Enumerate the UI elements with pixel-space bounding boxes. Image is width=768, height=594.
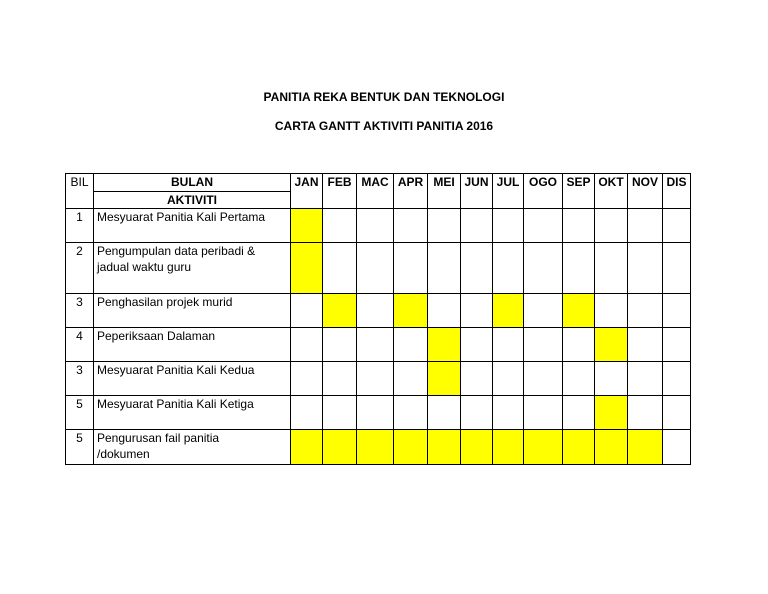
gantt-empty-cell-mei bbox=[428, 209, 461, 243]
gantt-empty-cell-mac bbox=[357, 209, 394, 243]
gantt-empty-cell-ogo bbox=[524, 209, 563, 243]
gantt-empty-cell-apr bbox=[394, 362, 428, 396]
gantt-empty-cell-jul bbox=[493, 209, 524, 243]
activity-name: Penghasilan projek murid bbox=[97, 295, 233, 309]
activity-name: Mesyuarat Panitia Kali Ketiga bbox=[97, 397, 254, 411]
month-header-okt: OKT bbox=[595, 174, 628, 209]
gantt-empty-cell-dis bbox=[663, 430, 691, 465]
bulan-header: BULAN bbox=[94, 174, 291, 192]
gantt-empty-cell-mei bbox=[428, 294, 461, 328]
gantt-empty-cell-apr bbox=[394, 328, 428, 362]
gantt-bar-cell-sep bbox=[563, 294, 595, 328]
gantt-empty-cell-mac bbox=[357, 396, 394, 430]
gantt-empty-cell-jan bbox=[291, 396, 323, 430]
gantt-empty-cell-nov bbox=[628, 209, 663, 243]
gantt-empty-cell-jul bbox=[493, 396, 524, 430]
month-header-apr: APR bbox=[394, 174, 428, 209]
gantt-empty-cell-feb bbox=[323, 396, 357, 430]
gantt-empty-cell-apr bbox=[394, 209, 428, 243]
activity-name: Mesyuarat Panitia Kali Pertama bbox=[97, 210, 266, 224]
month-header-jan: JAN bbox=[291, 174, 323, 209]
gantt-empty-cell-feb bbox=[323, 243, 357, 294]
row-number: 3 bbox=[66, 362, 94, 396]
gantt-empty-cell-jun bbox=[461, 243, 493, 294]
header-row bbox=[66, 174, 691, 192]
gantt-empty-cell-ogo bbox=[524, 396, 563, 430]
gantt-empty-cell-ogo bbox=[524, 243, 563, 294]
gantt-empty-cell-jun bbox=[461, 294, 493, 328]
gantt-empty-cell-sep bbox=[563, 362, 595, 396]
gantt-empty-cell-jun bbox=[461, 362, 493, 396]
table-row bbox=[66, 243, 691, 294]
gantt-bar-cell-jul bbox=[493, 430, 524, 465]
gantt-empty-cell-mei bbox=[428, 396, 461, 430]
gantt-empty-cell-jun bbox=[461, 396, 493, 430]
row-number: 4 bbox=[66, 328, 94, 362]
activity-cell bbox=[94, 294, 291, 328]
activity-name-cont: /dokumen bbox=[97, 447, 150, 461]
month-header-dis: DIS bbox=[663, 174, 691, 209]
row-number: 2 bbox=[66, 243, 94, 294]
gantt-empty-cell-okt bbox=[595, 294, 628, 328]
gantt-empty-cell-dis bbox=[663, 294, 691, 328]
gantt-empty-cell-sep bbox=[563, 328, 595, 362]
month-header-ogo: OGO bbox=[524, 174, 563, 209]
aktiviti-header: AKTIVITI bbox=[94, 192, 291, 209]
month-header-sep: SEP bbox=[563, 174, 595, 209]
gantt-empty-cell-ogo bbox=[524, 362, 563, 396]
table-row bbox=[66, 430, 691, 465]
gantt-empty-cell-okt bbox=[595, 243, 628, 294]
gantt-bar-cell-nov bbox=[628, 430, 663, 465]
gantt-empty-cell-jun bbox=[461, 328, 493, 362]
gantt-empty-cell-mac bbox=[357, 243, 394, 294]
table-row bbox=[66, 362, 691, 396]
bil-header: BIL bbox=[66, 174, 94, 209]
month-header-mac: MAC bbox=[357, 174, 394, 209]
gantt-empty-cell-jun bbox=[461, 209, 493, 243]
activity-cell bbox=[94, 396, 291, 430]
activity-name: Pengumpulan data peribadi & bbox=[97, 244, 256, 258]
gantt-bar-cell-sep bbox=[563, 430, 595, 465]
gantt-empty-cell-dis bbox=[663, 396, 691, 430]
activity-cell bbox=[94, 209, 291, 243]
gantt-bar-cell-jan bbox=[291, 243, 323, 294]
month-header-nov: NOV bbox=[628, 174, 663, 209]
gantt-empty-cell-nov bbox=[628, 328, 663, 362]
gantt-bar-cell-mei bbox=[428, 328, 461, 362]
gantt-empty-cell-sep bbox=[563, 396, 595, 430]
table-row bbox=[66, 294, 691, 328]
activity-name-cont: jadual waktu guru bbox=[97, 260, 192, 274]
row-number: 1 bbox=[66, 209, 94, 243]
gantt-empty-cell-feb bbox=[323, 209, 357, 243]
gantt-bar-cell-jul bbox=[493, 294, 524, 328]
gantt-empty-cell-mei bbox=[428, 243, 461, 294]
activity-cell bbox=[94, 362, 291, 396]
gantt-bar-cell-mei bbox=[428, 362, 461, 396]
month-header-jul: JUL bbox=[493, 174, 524, 209]
activity-name: Pengurusan fail panitia bbox=[97, 431, 220, 445]
gantt-bar-cell-okt bbox=[595, 430, 628, 465]
month-header-jun: JUN bbox=[461, 174, 493, 209]
activity-name: Peperiksaan Dalaman bbox=[97, 329, 216, 343]
table-row bbox=[66, 209, 691, 243]
gantt-empty-cell-feb bbox=[323, 362, 357, 396]
gantt-bar-cell-okt bbox=[595, 328, 628, 362]
gantt-empty-cell-jan bbox=[291, 294, 323, 328]
gantt-empty-cell-apr bbox=[394, 243, 428, 294]
activity-cell bbox=[94, 430, 291, 465]
gantt-bar-cell-okt bbox=[595, 396, 628, 430]
gantt-bar-cell-apr bbox=[394, 430, 428, 465]
page-title: PANITIA REKA BENTUK DAN TEKNOLOGI bbox=[263, 90, 505, 104]
gantt-empty-cell-sep bbox=[563, 243, 595, 294]
gantt-bar-cell-jan bbox=[291, 430, 323, 465]
gantt-empty-cell-ogo bbox=[524, 328, 563, 362]
gantt-empty-cell-dis bbox=[663, 243, 691, 294]
month-header-feb: FEB bbox=[323, 174, 357, 209]
gantt-bar-cell-mei bbox=[428, 430, 461, 465]
chart-subtitle: CARTA GANTT AKTIVITI PANITIA 2016 bbox=[274, 119, 494, 133]
gantt-empty-cell-okt bbox=[595, 362, 628, 396]
gantt-empty-cell-jan bbox=[291, 328, 323, 362]
gantt-empty-cell-okt bbox=[595, 209, 628, 243]
gantt-bar-cell-jan bbox=[291, 209, 323, 243]
row-number: 3 bbox=[66, 294, 94, 328]
activity-cell bbox=[94, 243, 291, 294]
gantt-bar-cell-feb bbox=[323, 294, 357, 328]
gantt-empty-cell-nov bbox=[628, 243, 663, 294]
gantt-table bbox=[65, 173, 691, 465]
gantt-bar-cell-jun bbox=[461, 430, 493, 465]
gantt-empty-cell-mac bbox=[357, 328, 394, 362]
gantt-empty-cell-dis bbox=[663, 328, 691, 362]
gantt-empty-cell-nov bbox=[628, 362, 663, 396]
gantt-empty-cell-jul bbox=[493, 243, 524, 294]
gantt-bar-cell-mac bbox=[357, 430, 394, 465]
activity-name: Mesyuarat Panitia Kali Kedua bbox=[97, 363, 255, 377]
gantt-empty-cell-feb bbox=[323, 328, 357, 362]
gantt-empty-cell-nov bbox=[628, 396, 663, 430]
gantt-empty-cell-mac bbox=[357, 362, 394, 396]
table-row bbox=[66, 396, 691, 430]
gantt-empty-cell-mac bbox=[357, 294, 394, 328]
gantt-bar-cell-ogo bbox=[524, 430, 563, 465]
gantt-bar-cell-apr bbox=[394, 294, 428, 328]
activity-cell bbox=[94, 328, 291, 362]
gantt-empty-cell-dis bbox=[663, 209, 691, 243]
gantt-empty-cell-jul bbox=[493, 362, 524, 396]
gantt-empty-cell-jul bbox=[493, 328, 524, 362]
gantt-bar-cell-feb bbox=[323, 430, 357, 465]
gantt-empty-cell-dis bbox=[663, 362, 691, 396]
table-row bbox=[66, 328, 691, 362]
month-header-mei: MEI bbox=[428, 174, 461, 209]
gantt-empty-cell-apr bbox=[394, 396, 428, 430]
gantt-empty-cell-jan bbox=[291, 362, 323, 396]
gantt-empty-cell-nov bbox=[628, 294, 663, 328]
row-number: 5 bbox=[66, 396, 94, 430]
row-number: 5 bbox=[66, 430, 94, 465]
gantt-empty-cell-ogo bbox=[524, 294, 563, 328]
gantt-empty-cell-sep bbox=[563, 209, 595, 243]
